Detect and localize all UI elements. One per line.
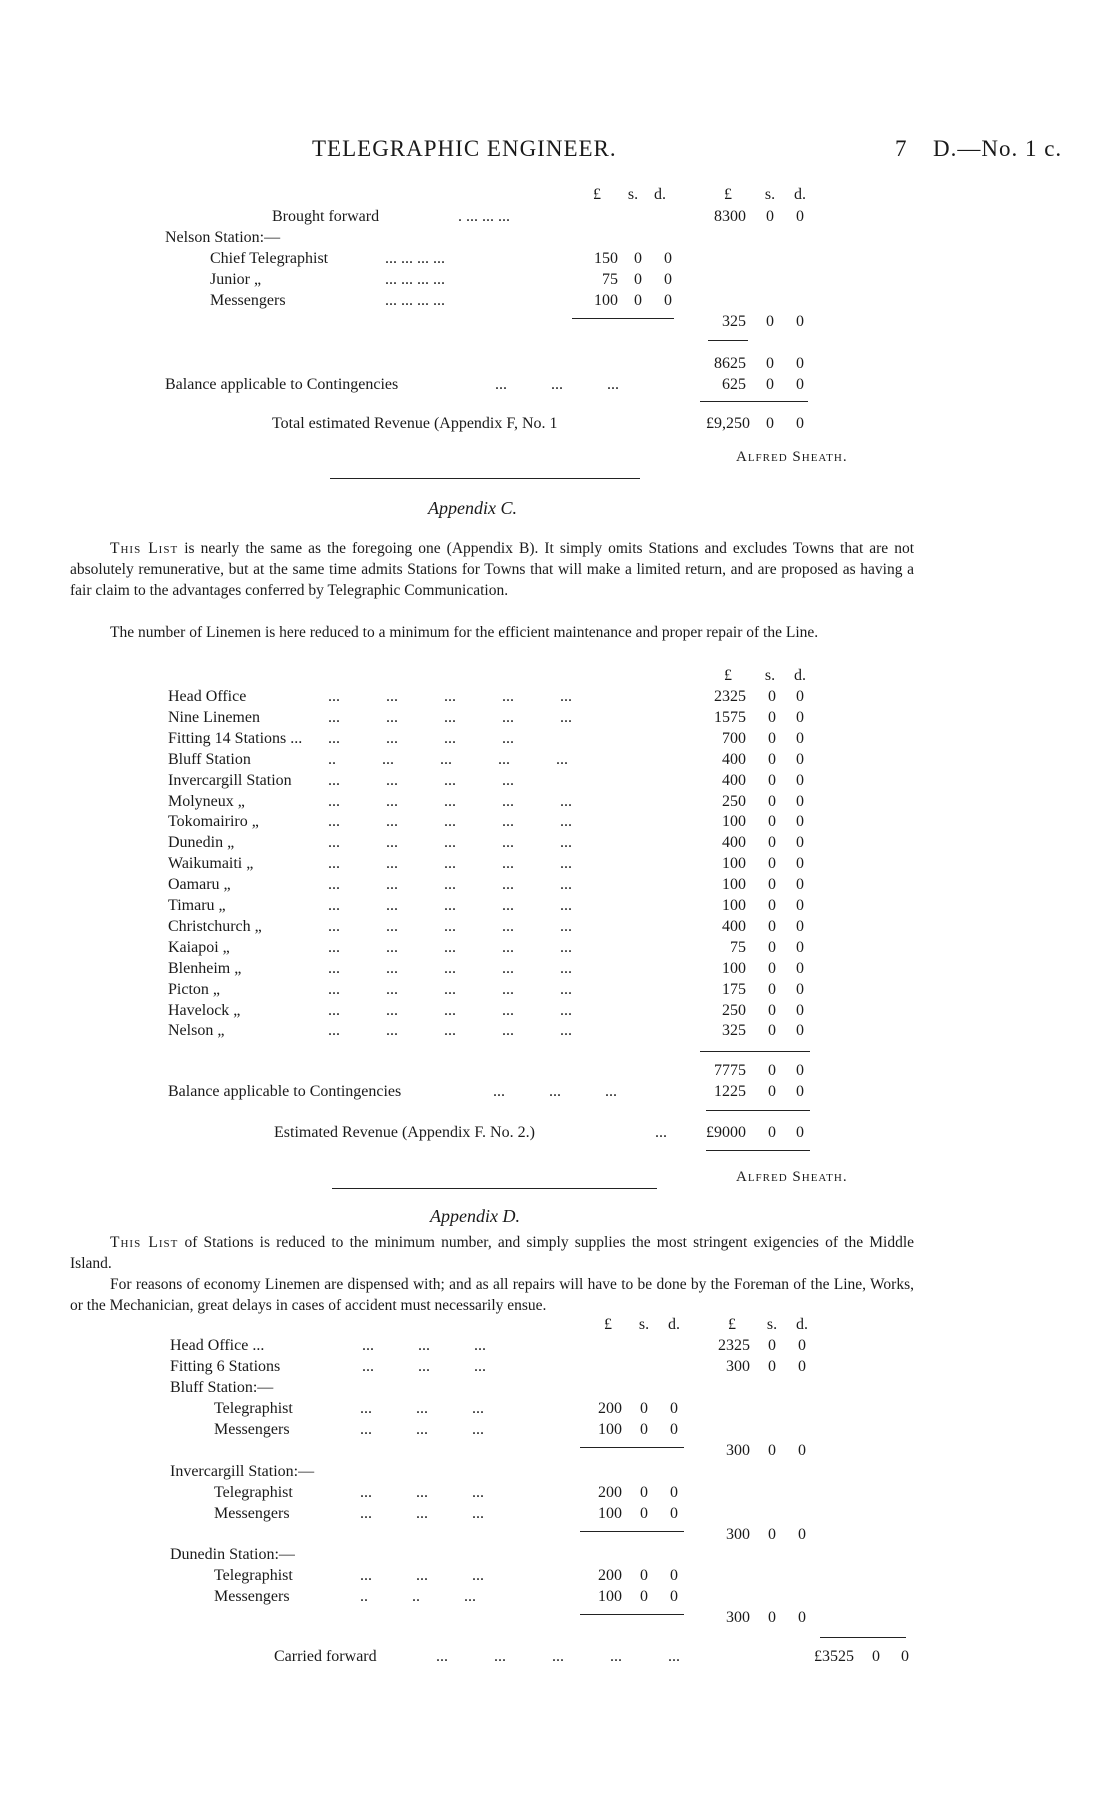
row-label: Head Office — [168, 688, 247, 705]
value-pence: 0 — [901, 1648, 909, 1665]
value-shillings: 0 — [768, 1001, 776, 1019]
value-pence: 0 — [796, 834, 804, 852]
value-shillings: 0 — [768, 1442, 776, 1459]
document-reference: D.—No. 1 c. — [933, 136, 1063, 161]
row-leader: .. .. ... — [360, 1588, 476, 1605]
value-shillings: 0 — [766, 313, 774, 330]
col1-head-pence: d. — [654, 186, 666, 203]
row-label: Messengers — [214, 1588, 290, 1605]
col2-head-pence: d. — [794, 186, 806, 203]
value-pounds: 1225 — [714, 1083, 746, 1100]
value-pence: 0 — [670, 1588, 678, 1605]
value-shillings: 0 — [640, 1483, 648, 1501]
value-pence: 0 — [796, 1001, 804, 1019]
paragraph-text: is nearly the same as the foregoing one (Appendix B). It simply omits Stations and excludes Towns that are not absolutely remunerative, but at the same time admits Stations for Towns that will make a limited return, and are proposed as having a fair claim to the advantages conferred by Telegraphic Communication. — [70, 540, 915, 599]
value-pounds: 300 — [726, 1525, 750, 1543]
value-pounds: 2325 — [714, 688, 746, 705]
value-pence: 0 — [796, 688, 804, 705]
row-leader: ... ... ... ... ... — [328, 834, 572, 852]
row-leader: ... ... ... — [493, 1083, 617, 1100]
value-pence: 0 — [796, 771, 804, 789]
value-shillings: 0 — [768, 771, 776, 789]
value-shillings: 0 — [768, 1124, 776, 1141]
row-leader: ... ... ... — [360, 1567, 484, 1584]
value-pounds: 7775 — [714, 1062, 746, 1079]
value-pounds: 625 — [722, 376, 746, 393]
value-pounds: 100 — [722, 959, 746, 977]
value-pence: 0 — [796, 876, 804, 894]
value-pence: 0 — [796, 959, 804, 977]
row-leader: ... ... ... ... — [385, 292, 445, 309]
row-label: Messengers — [214, 1504, 290, 1522]
value-pounds: 150 — [594, 250, 618, 267]
value-shillings: 0 — [766, 208, 774, 225]
value-shillings: 0 — [768, 750, 776, 768]
value-pounds: 175 — [722, 980, 746, 998]
value-pence: 0 — [664, 271, 672, 288]
row-leader: ... ... ... ... ... — [328, 959, 572, 977]
value-shillings: 0 — [768, 959, 776, 977]
value-shillings: 0 — [768, 1337, 776, 1354]
value-pounds: 325 — [722, 313, 746, 330]
row-label: Carried forward — [274, 1648, 377, 1665]
value-shillings: 0 — [634, 250, 642, 267]
value-pence: 0 — [670, 1421, 678, 1438]
value-pence: 0 — [796, 855, 804, 873]
value-pounds: 400 — [722, 917, 746, 935]
col1-head-pence: d. — [668, 1316, 680, 1333]
row-leader: ... ... ... ... ... — [328, 897, 572, 914]
row-leader: ... ... ... ... ... — [436, 1648, 680, 1665]
row-leader: ... ... ... ... ... — [328, 792, 572, 810]
value-pounds: 250 — [722, 1001, 746, 1019]
value-pence: 0 — [796, 938, 804, 956]
value-shillings: 0 — [766, 355, 774, 372]
value-pounds: 400 — [722, 771, 746, 789]
col1-head-shillings: s. — [627, 186, 639, 203]
value-pence: 0 — [796, 1022, 804, 1040]
col2-head-pounds: £ — [728, 1316, 736, 1333]
value-pounds: 300 — [726, 1358, 750, 1375]
row-label: Tokomairiro „ — [168, 813, 259, 831]
row-leader: ... — [655, 1124, 667, 1141]
value-shillings: 0 — [768, 980, 776, 998]
appendix-c-paragraph-2 — [70, 622, 914, 643]
row-leader: ... ... ... — [360, 1421, 484, 1438]
row-label: Kaiapoi „ — [168, 938, 230, 956]
row-label: Telegraphist — [214, 1400, 293, 1417]
row-label: Total estimated Revenue (Appendix F, No. 1 — [272, 415, 558, 432]
value-pounds: £9,250 — [706, 415, 750, 432]
value-pence: 0 — [796, 1062, 804, 1079]
value-pence: 0 — [798, 1337, 806, 1354]
row-leader: .. ... ... ... ... — [328, 750, 568, 768]
row-label: Balance applicable to Contingencies — [168, 1083, 402, 1100]
section-divider — [332, 1188, 657, 1189]
paragraph-lead: This List — [110, 1234, 179, 1251]
value-shillings: 0 — [768, 855, 776, 873]
row-label: Estimated Revenue (Appendix F. No. 2.) — [274, 1124, 535, 1141]
station-heading: Bluff Station:— — [170, 1379, 274, 1396]
row-leader: ... ... ... — [360, 1483, 484, 1501]
value-pence: 0 — [798, 1442, 806, 1459]
page-title: TELEGRAPHIC ENGINEER. — [312, 136, 617, 161]
row-leader: ... ... ... ... — [385, 271, 445, 288]
col2-head-shillings: s. — [766, 1316, 778, 1333]
row-label: Head Office ... — [170, 1337, 265, 1354]
row-leader: ... ... ... ... — [328, 771, 514, 789]
row-leader: ... ... ... ... — [385, 250, 445, 267]
value-pounds: 325 — [722, 1022, 746, 1040]
divider — [820, 1637, 906, 1638]
value-shillings: 0 — [640, 1588, 648, 1605]
col2-head-pence: d. — [796, 1316, 808, 1333]
row-leader: ... ... ... — [362, 1358, 486, 1375]
row-label: Brought forward — [272, 208, 380, 225]
row-leader: ... ... ... ... ... — [328, 688, 572, 705]
row-leader: ... ... ... ... ... — [328, 1022, 572, 1040]
row-leader: ... ... ... ... ... — [328, 708, 572, 726]
col1-head-pounds: £ — [593, 186, 601, 203]
value-shillings: 0 — [640, 1421, 648, 1438]
station-heading: Dunedin Station:— — [170, 1546, 295, 1563]
row-label: Balance applicable to Contingencies — [165, 376, 399, 393]
appendix-d-title: Appendix D. — [430, 1206, 520, 1226]
value-pence: 0 — [796, 813, 804, 831]
paragraph-text: of Stations is reduced to the minimum number, and simply supplies the most stringent exigencies of the Middle Island. — [70, 1234, 915, 1272]
value-shillings: 0 — [766, 415, 774, 432]
value-shillings: 0 — [768, 1525, 776, 1543]
value-shillings: 0 — [768, 792, 776, 810]
row-leader: ... ... ... ... ... — [328, 1001, 572, 1019]
value-shillings: 0 — [768, 917, 776, 935]
value-pounds: 2325 — [718, 1337, 750, 1354]
value-shillings: 0 — [872, 1648, 880, 1665]
row-label: Telegraphist — [214, 1483, 293, 1501]
col1-head-pounds: £ — [604, 1316, 612, 1333]
value-pence: 0 — [670, 1400, 678, 1417]
row-label: Waikumaiti „ — [168, 855, 254, 873]
row-label: Invercargill Station — [168, 771, 292, 789]
row-label: Dunedin „ — [168, 834, 235, 852]
value-pounds: 700 — [722, 729, 746, 747]
col2-head-shillings: s. — [764, 186, 776, 203]
row-leader: ... ... ... — [362, 1337, 486, 1354]
row-leader: ... ... ... ... ... — [328, 876, 572, 894]
value-pounds: 100 — [722, 897, 746, 914]
row-label: Chief Telegraphist — [210, 250, 329, 267]
value-pounds: 400 — [722, 750, 746, 768]
value-pounds: 100 — [722, 813, 746, 831]
value-shillings: 0 — [768, 1062, 776, 1079]
value-pence: 0 — [670, 1567, 678, 1584]
row-label: Telegraphist — [214, 1567, 293, 1584]
divider — [580, 1531, 684, 1532]
row-leader: ... ... ... — [495, 376, 619, 393]
value-pence: 0 — [796, 1083, 804, 1100]
appendix-d-paragraph-2 — [70, 1274, 914, 1316]
signature: Alfred Sheath. — [736, 449, 848, 465]
value-pounds: 8625 — [714, 355, 746, 372]
row-leader: ... ... ... ... ... — [328, 855, 572, 873]
row-leader: ... ... ... ... ... — [328, 938, 572, 956]
value-shillings: 0 — [766, 376, 774, 393]
row-label: Messengers — [210, 292, 286, 309]
row-label: Timaru „ — [168, 897, 226, 914]
value-shillings: 0 — [768, 938, 776, 956]
value-pounds: 75 — [730, 938, 746, 956]
row-leader: ... ... ... ... ... — [328, 813, 572, 831]
value-shillings: 0 — [768, 708, 776, 726]
value-pence: 0 — [798, 1525, 806, 1543]
appendix-c-title: Appendix C. — [428, 498, 517, 518]
appendix-c-paragraph-1 — [70, 538, 914, 601]
value-shillings: 0 — [634, 271, 642, 288]
value-pence: 0 — [796, 415, 804, 432]
value-pounds: 8300 — [714, 208, 746, 225]
value-pence: 0 — [670, 1504, 678, 1522]
paragraph-text: The number of Linemen is here reduced to a minimum for the efficient maintenance and proper repair of the Line. — [110, 624, 819, 641]
value-pence: 0 — [798, 1609, 806, 1626]
row-label: Nine Linemen — [168, 708, 260, 726]
value-pence: 0 — [670, 1483, 678, 1501]
value-pence: 0 — [796, 917, 804, 935]
divider — [706, 1110, 810, 1111]
value-pounds: 100 — [722, 855, 746, 873]
row-label: Nelson „ — [168, 1022, 225, 1040]
row-label: Blenheim „ — [168, 959, 242, 977]
paragraph-lead: This List — [110, 540, 179, 557]
divider — [580, 1447, 684, 1448]
value-shillings: 0 — [768, 1609, 776, 1626]
row-label: Fitting 14 Stations ... — [168, 729, 303, 747]
value-shillings: 0 — [768, 876, 776, 894]
value-shillings: 0 — [768, 813, 776, 831]
value-shillings: 0 — [768, 1022, 776, 1040]
row-label: Bluff Station — [168, 750, 251, 768]
divider — [708, 340, 748, 341]
row-label: Molyneux „ — [168, 792, 245, 810]
value-shillings: 0 — [768, 729, 776, 747]
value-pence: 0 — [796, 750, 804, 768]
head-pounds: £ — [724, 667, 732, 684]
value-shillings: 0 — [768, 688, 776, 705]
value-pounds: 100 — [598, 1421, 622, 1438]
row-label: Havelock „ — [168, 1001, 241, 1019]
divider — [700, 401, 808, 402]
row-leader: ... ... ... ... — [328, 729, 514, 747]
value-shillings: 0 — [768, 1358, 776, 1375]
row-label: Messengers — [214, 1421, 290, 1438]
value-shillings: 0 — [634, 292, 642, 309]
value-pounds: 75 — [602, 271, 618, 288]
head-shillings: s. — [764, 667, 776, 684]
head-pence: d. — [794, 667, 806, 684]
divider — [706, 1150, 810, 1151]
value-pounds: £3525 — [814, 1648, 854, 1665]
row-label: Junior „ — [210, 271, 262, 288]
value-shillings: 0 — [640, 1567, 648, 1584]
value-pence: 0 — [796, 980, 804, 998]
value-pounds: 100 — [722, 876, 746, 894]
value-pounds: 200 — [598, 1483, 622, 1501]
value-shillings: 0 — [640, 1400, 648, 1417]
value-pence: 0 — [796, 376, 804, 393]
value-pence: 0 — [664, 250, 672, 267]
divider — [700, 1051, 810, 1052]
appendix-d-paragraph-1 — [70, 1232, 914, 1274]
row-leader: . ... ... ... — [458, 208, 510, 225]
value-pence: 0 — [796, 792, 804, 810]
value-shillings: 0 — [768, 834, 776, 852]
row-leader: ... ... ... ... ... — [328, 980, 572, 998]
value-shillings: 0 — [768, 1083, 776, 1100]
value-pence: 0 — [796, 1124, 804, 1141]
value-pence: 0 — [796, 313, 804, 330]
col1-head-shillings: s. — [638, 1316, 650, 1333]
divider — [580, 1614, 684, 1615]
row-label: Oamaru „ — [168, 876, 231, 894]
row-leader: ... ... ... — [360, 1400, 484, 1417]
value-pence: 0 — [796, 708, 804, 726]
value-pounds: £9000 — [706, 1124, 746, 1141]
row-leader: ... ... ... ... ... — [328, 917, 572, 935]
station-heading: Nelson Station:— — [165, 229, 281, 246]
paragraph-text: For reasons of economy Linemen are dispensed with; and as all repairs will have to be done by the Foreman of the Line, Works, or the Mechanician, great delays in cases of accident must necessarily ensue. — [70, 1276, 914, 1314]
value-pence: 0 — [796, 897, 804, 914]
value-shillings: 0 — [768, 897, 776, 914]
value-pounds: 300 — [726, 1609, 750, 1626]
row-label: Fitting 6 Stations — [170, 1358, 281, 1375]
value-pence: 0 — [796, 729, 804, 747]
divider — [572, 318, 674, 319]
value-pounds: 250 — [722, 792, 746, 810]
col2-head-pounds: £ — [724, 186, 732, 203]
value-pounds: 300 — [726, 1442, 750, 1459]
station-heading: Invercargill Station:— — [170, 1462, 315, 1480]
value-pounds: 100 — [594, 292, 618, 309]
signature: Alfred Sheath. — [736, 1169, 848, 1185]
value-pounds: 200 — [598, 1567, 622, 1584]
value-pounds: 100 — [598, 1504, 622, 1522]
row-leader: ... ... ... — [360, 1504, 484, 1522]
value-pounds: 1575 — [714, 708, 746, 726]
value-pence: 0 — [798, 1358, 806, 1375]
row-label: Picton „ — [168, 980, 220, 998]
section-divider — [330, 478, 640, 479]
value-pence: 0 — [796, 208, 804, 225]
value-pounds: 100 — [598, 1588, 622, 1605]
value-pounds: 400 — [722, 834, 746, 852]
value-shillings: 0 — [640, 1504, 648, 1522]
row-label: Christchurch „ — [168, 917, 262, 935]
value-pence: 0 — [796, 355, 804, 372]
value-pounds: 200 — [598, 1400, 622, 1417]
value-pence: 0 — [664, 292, 672, 309]
page-number: 7 — [895, 136, 908, 161]
